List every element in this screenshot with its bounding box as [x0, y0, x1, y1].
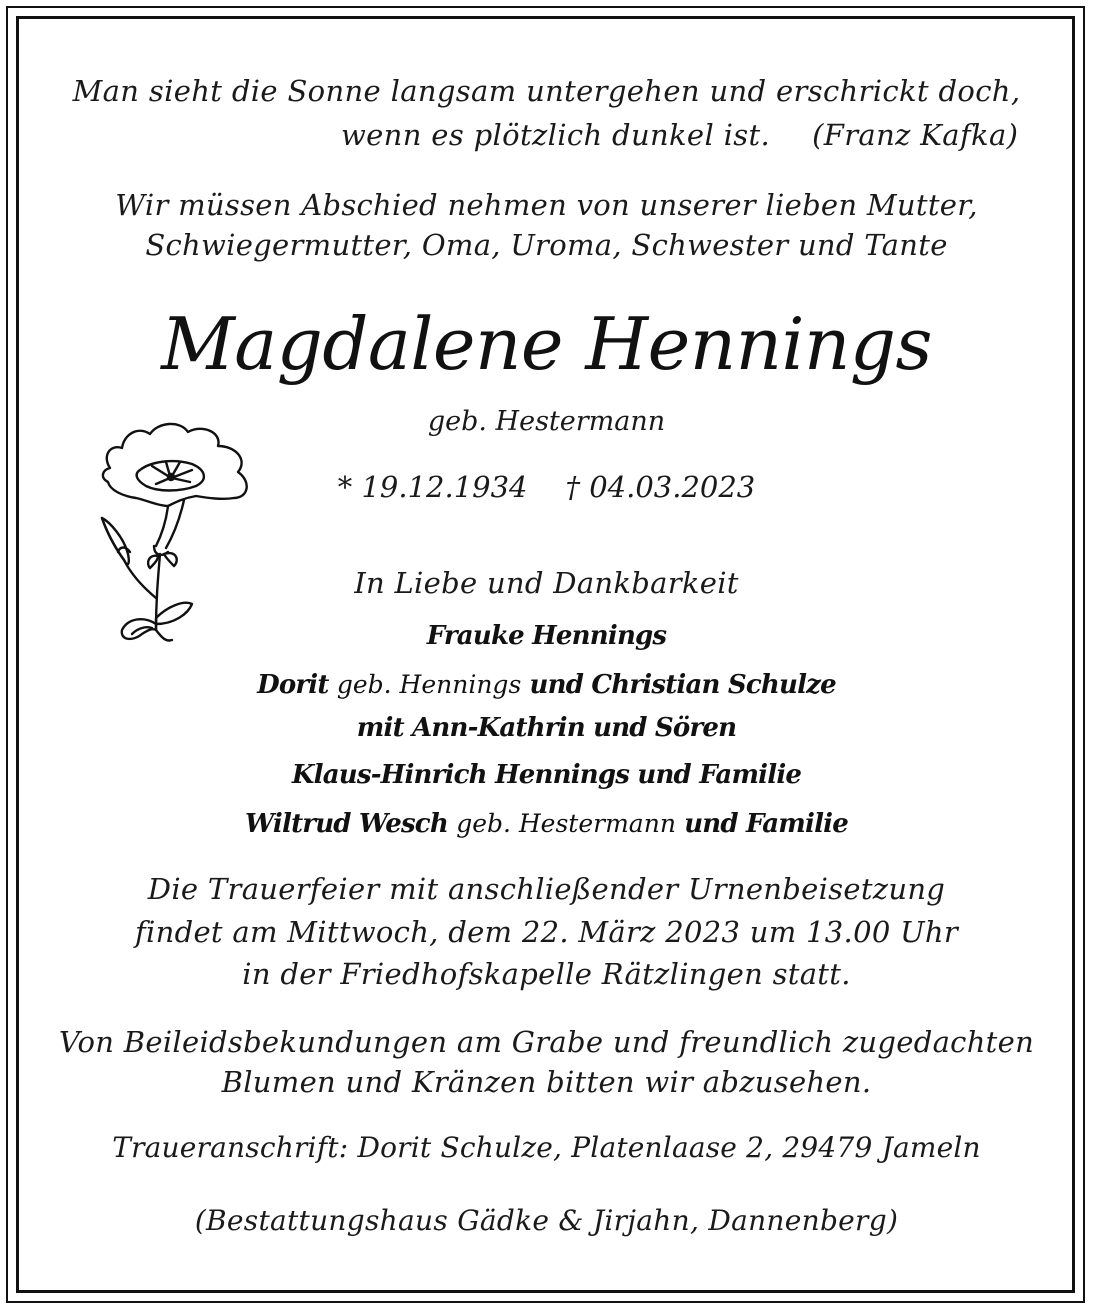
condolence-line-2: Blumen und Kränzen bitten wir abzusehen.: [221, 1065, 872, 1099]
service-line-3: in der Friedhofskapelle Rätzlingen statt.: [242, 957, 851, 991]
mourner-2-partner: und Christian Schulze: [529, 670, 836, 700]
quote-text: wenn es plötzlich dunkel ist.: [341, 118, 771, 152]
condolence-line-1: Von Beileidsbekundungen am Grabe und freundlich zugedachten: [58, 1025, 1035, 1059]
service-line-1: Die Trauerfeier mit anschließender Urnenbeisetzung: [147, 872, 946, 906]
mourner-2-first: Dorit: [257, 670, 329, 700]
quote-line-2: [341, 117, 1041, 153]
intro-line-2: Schwiegermutter, Oma, Uroma, Schwester und Tante: [145, 228, 948, 262]
mourner-4: Klaus-Hinrich Hennings und Familie: [291, 760, 802, 790]
closing-phrase: In Liebe und Dankbarkeit: [354, 566, 739, 600]
mourner-5: [0, 807, 1093, 841]
mourning-address: Traueranschrift: Dorit Schulze, Platenlaase 2, 29479 Jameln: [112, 1131, 981, 1164]
deceased-name: Magdalene Hennings: [161, 302, 932, 386]
mourner-2-birthname: geb. Hennings: [336, 670, 522, 699]
service-line-2: findet am Mittwoch, dem 22. März 2023 um 13.00 Uhr: [135, 915, 958, 949]
mourner-5-name: Wiltrud Wesch: [244, 809, 448, 839]
mourner-5-birthname: geb. Hestermann: [456, 809, 676, 838]
mourner-3: mit Ann-Kathrin und Sören: [356, 713, 737, 743]
birth-name: geb. Hestermann: [427, 406, 666, 437]
death-date: † 04.03.2023: [565, 470, 756, 504]
mourner-2: [0, 668, 1093, 702]
mourner-1: Frauke Hennings: [426, 621, 667, 651]
flower-icon: [88, 418, 268, 648]
quote-line-1: Man sieht die Sonne langsam untergehen und erschrickt doch,: [72, 74, 1021, 108]
intro-line-1: Wir müssen Abschied nehmen von unserer lieben Mutter,: [115, 188, 978, 222]
undertaker: (Bestattungshaus Gädke & Jirjahn, Dannenberg): [194, 1204, 899, 1237]
quote-author: (Franz Kafka): [812, 118, 1019, 152]
mourner-5-family: und Familie: [684, 809, 848, 839]
birth-date: * 19.12.1934: [337, 470, 528, 504]
